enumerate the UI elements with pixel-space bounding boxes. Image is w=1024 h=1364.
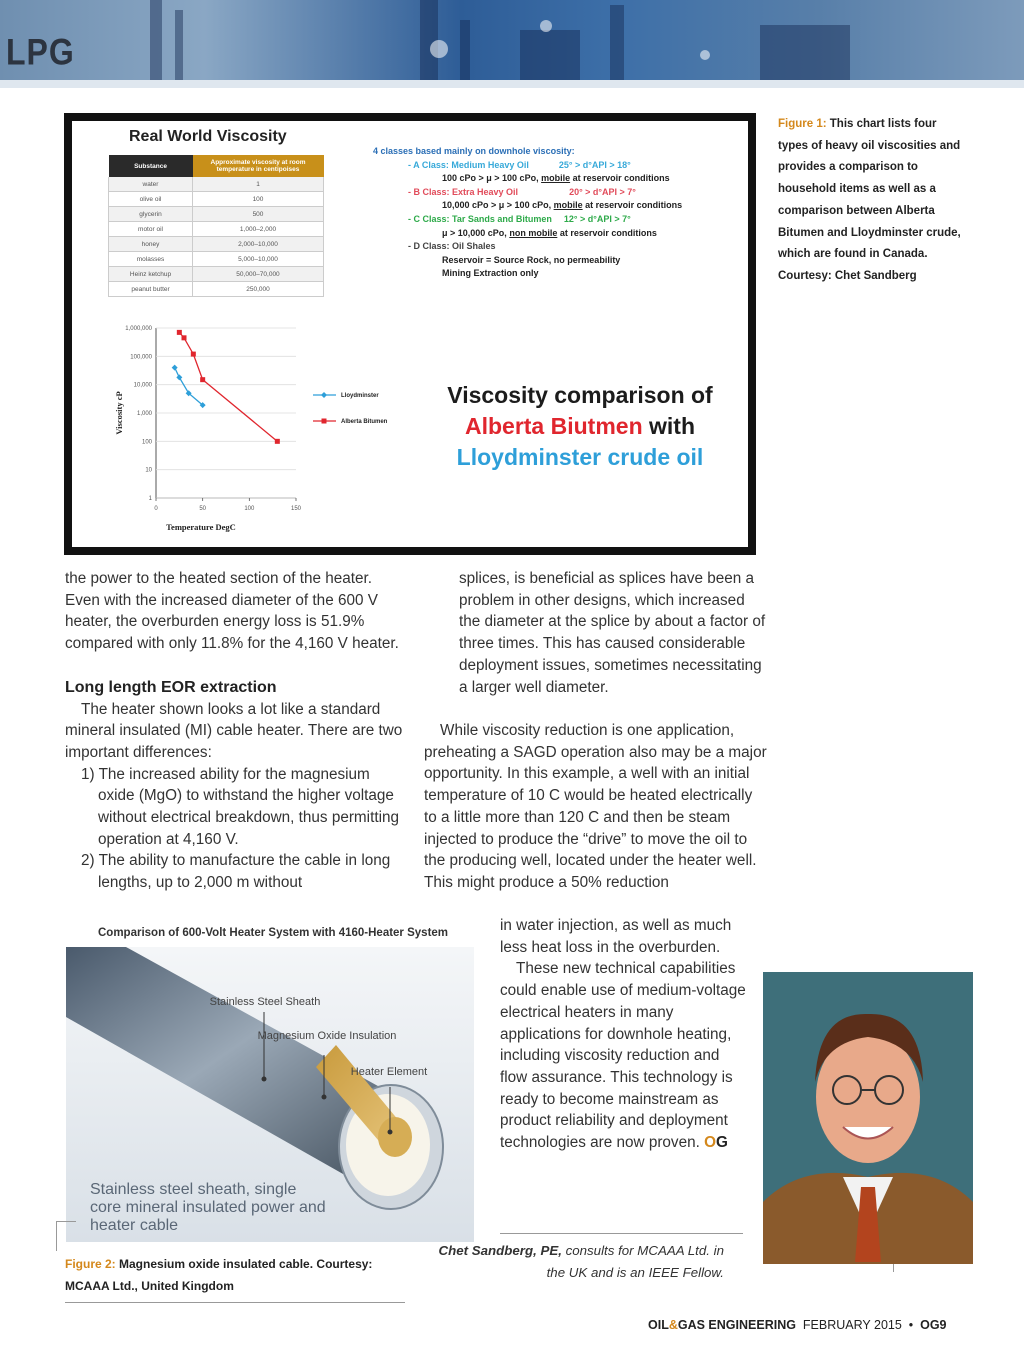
table-cell: olive oil (109, 192, 193, 207)
oil-classes-list (373, 145, 682, 281)
footer-brand-gas: GAS ENGINEERING (677, 1318, 796, 1332)
class-a-api: 25° > d°API > 18° (558, 159, 631, 170)
table-cell: peanut butter (109, 282, 193, 297)
class-d-label: - D Class: Oil Shales (408, 241, 496, 252)
x-tick-label: 100 (244, 506, 255, 512)
divider (56, 1221, 76, 1222)
figure1-caption (778, 114, 968, 288)
paragraph: These new technical capabilities could enable use of medium-voltage electrical heaters in many applications for downhole heating, including viscosity reduction and flow assurance. This technology is ready to become mainstream as product reliability and deployment technologies are now proven. (500, 960, 746, 1152)
y-axis-label: Viscosity cP (114, 391, 124, 435)
divider (893, 1264, 894, 1272)
divider (65, 1302, 405, 1303)
data-point (172, 365, 178, 371)
table-cell: 1 (193, 177, 324, 192)
table-cell: glycerin (109, 207, 193, 222)
viscosity-table-title: Real World Viscosity (129, 128, 287, 145)
x-tick-label: 50 (199, 506, 207, 512)
banner-label: LPG (6, 31, 75, 73)
end-mark-logo (704, 1134, 728, 1151)
footer-date: FEBRUARY 2015 (802, 1318, 902, 1332)
y-tick-label: 100,000 (130, 354, 152, 361)
figure2-caption (65, 1253, 400, 1297)
y-tick-label: 100 (141, 439, 152, 446)
class-c-desc: μ > 10,000 cPo, (442, 227, 507, 238)
table-cell: molasses (109, 252, 193, 267)
class-a-label: - A Class: Medium Heavy Oil (408, 159, 529, 170)
label-element: Heater Element (350, 1066, 428, 1078)
class-b-desc: 10,000 cPo > μ > 100 cPo, (442, 200, 552, 211)
table-cell: motor oil (109, 222, 193, 237)
heater-element (378, 1117, 412, 1157)
table-cell: 100 (193, 192, 324, 207)
data-point (191, 352, 196, 357)
series-line (179, 332, 277, 441)
diagram-overlay-text: Stainless steel sheath, single core mineral insulated power and heater cable (90, 1181, 326, 1234)
data-point (177, 330, 182, 335)
table-row (109, 207, 324, 222)
y-tick-label: 1 (148, 496, 152, 502)
article-column-1 (65, 568, 410, 894)
table-cell: 250,000 (193, 282, 324, 297)
cable-diagram (66, 947, 474, 1242)
divider (500, 1233, 743, 1234)
figure2-caption-text: Magnesium oxide insulated cable. Courtesy: MCAAA Ltd., United Kingdom (65, 1257, 373, 1293)
table-cell: 2,000–10,000 (193, 237, 324, 252)
legend-label: Alberta Bitumen (341, 419, 388, 425)
class-c-mobility: non mobile (509, 227, 558, 238)
table-row (109, 192, 324, 207)
table-row (109, 177, 324, 192)
class-b-mobility: mobile (553, 200, 583, 211)
class-b-api: 20° > d°API > 7° (569, 186, 636, 197)
table-cell: 500 (193, 207, 324, 222)
table-header: Substance (109, 155, 193, 177)
author-name: Chet Sandberg, PE, (438, 1243, 562, 1258)
author-bio (424, 1240, 724, 1284)
class-b-cond: at reservoir conditions (585, 200, 683, 211)
legend-label: Lloydminster (341, 393, 379, 399)
y-tick-label: 10,000 (133, 382, 152, 389)
end-mark-g: G (716, 1134, 728, 1152)
x-axis-label: Temperature DegC (166, 522, 236, 532)
table-row (109, 222, 324, 237)
list-item: 2) The ability to manufacture the cable in long lengths, up to 2,000 m without (81, 852, 391, 892)
data-point (176, 374, 182, 380)
paragraph: in water injection, as well as much less heat loss in the overburden. (500, 917, 732, 956)
label-insulation: Magnesium Oxide Insulation (257, 1030, 397, 1042)
y-tick-label: 1,000 (136, 411, 152, 417)
data-point (275, 439, 280, 444)
figure1-caption-label: Figure 1: (778, 118, 827, 130)
class-c-label: - C Class: Tar Sands and Bitumen (408, 213, 552, 224)
paragraph: The heater shown looks a lot like a standard mineral insulated (MI) cable heater. There are two important differences: (65, 700, 403, 761)
legend-marker (321, 392, 327, 398)
class-c-api: 12° > d°API > 7° (563, 213, 631, 224)
viscosity-table (108, 155, 324, 297)
comparison-title (420, 380, 740, 473)
figure2-caption-label: Figure 2: (65, 1257, 116, 1271)
table-header: Approximate viscosity at room temperature in centipoises (193, 155, 324, 177)
footer-brand-amp: & (668, 1318, 678, 1332)
y-tick-label: 10 (145, 467, 152, 474)
page-footer (648, 1318, 947, 1332)
table-cell: honey (109, 237, 193, 252)
y-tick-label: 1,000,000 (125, 326, 152, 332)
label-sheath: Stainless Steel Sheath (209, 996, 321, 1008)
class-d-desc2: Mining Extraction only (442, 268, 539, 279)
viscosity-chart (108, 310, 438, 542)
x-tick-label: 150 (290, 506, 302, 512)
footer-brand (648, 1318, 796, 1332)
class-a-mobility: mobile (541, 173, 571, 184)
series-line (175, 368, 203, 405)
comparison-title-alberta: Alberta Biutmen (464, 413, 643, 439)
table-cell: 50,000–70,000 (193, 267, 324, 282)
table-row (109, 252, 324, 267)
list-item: 1) The increased ability for the magnesium oxide (MgO) to withstand the higher voltage without electrical breakdown, thus permitting operation at 4,160 V. (81, 765, 399, 848)
table-row (109, 237, 324, 252)
data-point (200, 377, 205, 382)
class-c-cond: at reservoir conditions (559, 227, 657, 238)
figure1-caption-text: This chart lists four types of heavy oil viscosities and provides a comparison to household items as well as a comparison between Alberta Bitumen and Lloydminster crude, which are found in Canada. Courtesy: Chet Sandberg (778, 118, 961, 282)
figure2-title: Comparison of 600-Volt Heater System with 4160-Heater System (98, 927, 449, 939)
data-point (182, 335, 187, 340)
class-a-cond: at reservoir conditions (572, 173, 670, 184)
classes-heading: 4 classes based mainly on downhole viscosity: (373, 146, 575, 156)
table-row (109, 267, 324, 282)
table-cell: Heinz ketchup (109, 267, 193, 282)
article-column-2-lower (500, 915, 750, 1154)
page-number: OG9 (920, 1318, 947, 1332)
legend-marker (322, 419, 327, 424)
paragraph: While viscosity reduction is one application, preheating a SAGD operation also may be a major opportunity. In this example, a well with an initial temperature of 10 C would be heated electrically to a little more than 120 C and then be steam injected to produce the “drive” to move the oil to the producing well, located under the heater well. This might produce a 50% reduction (424, 722, 767, 891)
divider (56, 1221, 57, 1251)
section-heading: Long length EOR extraction (65, 678, 277, 696)
comparison-title-with: with (649, 413, 696, 439)
comparison-title-lloydminster: Lloydminster crude oil (456, 444, 704, 470)
paragraph: splices, is beneficial as splices have been a problem in other designs, which increased the diameter at the splice by about a factor of three times. This has caused considerable deployment issues, sometimes necessitating a larger well diameter. (459, 570, 766, 696)
x-tick-label: 0 (154, 506, 158, 512)
author-photo (763, 972, 973, 1264)
table-cell: 5,000–10,000 (193, 252, 324, 267)
table-cell: water (109, 177, 193, 192)
table-cell: 1,000–2,000 (193, 222, 324, 237)
class-b-label: - B Class: Extra Heavy Oil (408, 186, 519, 197)
paragraph: the power to the heated section of the heater. Even with the increased diameter of the 600 V heater, the overburden energy loss is 51.9% compared with only 11.8% for the 4,160 V heater. (65, 570, 399, 653)
end-mark-o: O (704, 1134, 716, 1152)
footer-brand-oil: OIL (648, 1318, 669, 1332)
footer-separator: • (908, 1318, 914, 1332)
class-a-desc: 100 cPo > μ > 100 cPo, (442, 173, 539, 184)
class-d-desc1: Reservoir = Source Rock, no permeability (442, 254, 621, 265)
article-column-2 (424, 720, 769, 894)
comparison-title-line1: Viscosity comparison of (447, 382, 713, 408)
header-banner (0, 0, 1024, 88)
author-description: consults for MCAAA Ltd. in the UK and is an IEEE Fellow. (546, 1243, 724, 1280)
table-row (109, 282, 324, 297)
paragraph-final (500, 958, 750, 1153)
